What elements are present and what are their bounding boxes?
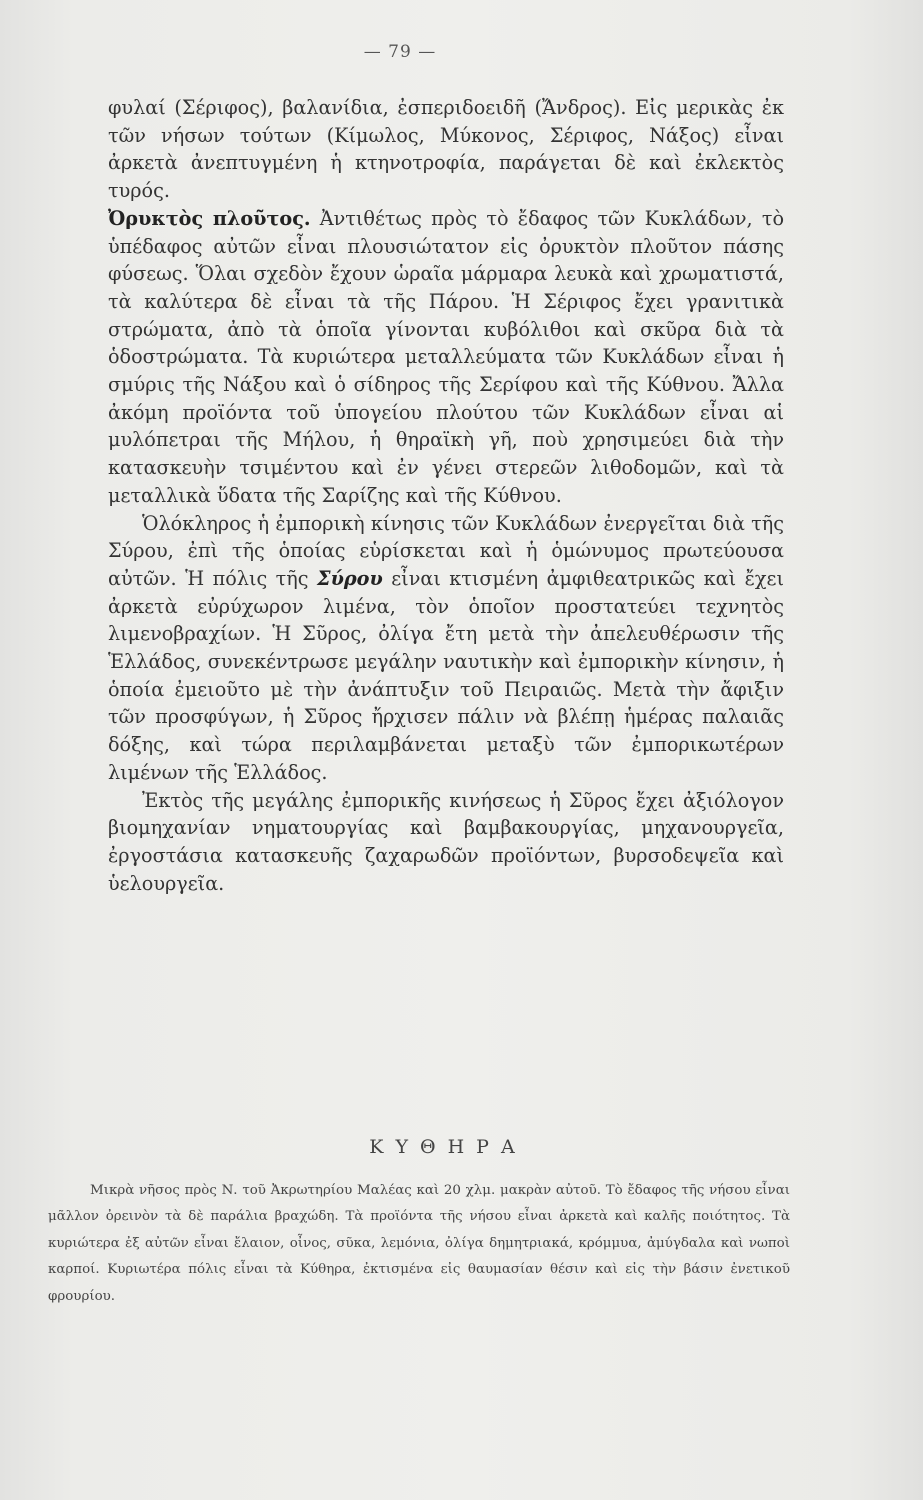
paragraph-agriculture: φυλαί (Σέριφος), βαλανίδια, ἐσπεριδοειδῆ (Ἄνδρος). Εἰς μερικὰς ἐκ τῶν νήσων τούτων (Κίμωλος, Μύκονος, Σέριφος, Νάξος) εἶναι ἀρκετὰ ἀνεπτυγμένη ἡ κτηνοτροφία, παράγεται δὲ καὶ ἐκλεκτὸς τυρός. bbox=[108, 96, 784, 203]
mineral-wealth-text: Ἀντιθέτως πρὸς τὸ ἔδαφος τῶν Κυκλάδων, τὸ ὑπέδαφος αὐτῶν εἶναι πλουσιώτατον εἰς ὀρυκτὸν πλοῦτον πάσης φύσεως. Ὅλαι σχεδὸν ἔχουν ὡραῖα μάρμαρα λευκὰ καὶ χρωματιστά, τὰ καλύτερα δὲ εἶναι τὰ τῆς Πάρου. Ἡ Σέριφος ἔχει γρανιτικὰ στρώματα, ἀπὸ τὰ ὁποῖα γίνονται κυβόλιθοι καὶ σκῦρα διὰ τὰ ὁδοστρώματα. Τὰ κυριώτερα μεταλλεύματα τῶν Κυκλάδων εἶναι ἡ σμύρις τῆς Νάξου καὶ ὁ σίδηρος τῆς Σερίφου καὶ τῆς Κύθνου. Ἄλλα ἀκόμη προϊόντα τοῦ ὑπογείου πλούτου τῶν Κυκλάδων εἶναι αἱ μυλόπετραι τῆς Μήλου, ἡ θηραϊκὴ γῆ, ποὺ χρησιμεύει διὰ τὴν κατασκευὴν τσιμέντου καὶ ἐν γένει στερεῶν λιθοδομῶν, καὶ τὰ μεταλλικὰ ὕδατα τῆς Σαρίζης καὶ τῆς Κύθνου. bbox=[108, 206, 784, 507]
main-text bbox=[108, 94, 784, 897]
paragraph-industry: Ἐκτὸς τῆς μεγάλης ἐμπορικῆς κινήσεως ἡ Σῦρος ἔχει ἀξιόλογον βιομηχανίαν νηματουργίας καὶ βαμβακουργίας, μηχανουργεῖα, ἐργοστάσια κατασκευῆς ζαχαρωδῶν προϊόντων, βυρσοδεψεῖα καὶ ὑελουργεῖα. bbox=[108, 788, 784, 895]
paragraph-commerce bbox=[108, 510, 784, 787]
mineral-wealth-heading: Ὀρυκτὸς πλοῦτος. bbox=[108, 206, 311, 230]
kythira-text bbox=[48, 1178, 790, 1310]
paragraph-mineral-wealth bbox=[108, 205, 784, 510]
syros-emphasis: Σύρου bbox=[317, 566, 383, 590]
section-title-kythira: ΚΥΘΗΡΑ bbox=[369, 1136, 527, 1158]
page-number: — 79 — bbox=[363, 42, 437, 62]
commerce-text-before: Ὁλόκληρος ἡ ἐμπορικὴ κίνησις τῶν Κυκλάδων ἐνεργεῖται διὰ τῆς Σύρου, ἐπὶ τῆς ὁποίας εὑρίσκεται καὶ ἡ ὁμώνυμος πρωτεύουσα αὐτῶν. Ἡ πόλις τῆς bbox=[108, 511, 784, 590]
commerce-text-after: εἶναι κτισμένη ἀμφιθεατρικῶς καὶ ἔχει ἀρκετὰ εὐρύχωρον λιμένα, τὸν ὁποῖον προστατεύει τεχνητὸς λιμενοβραχίων. Ἡ Σῦρος, ὀλίγα ἔτη μετὰ τὴν ἀπελευθέρωσιν τῆς Ἑλλάδος, συνεκέντρωσε μεγάλην ναυτικὴν καὶ ἐμπορικὴν κίνησιν, ἡ ὁποία ἐμειοῦτο μὲ τὴν ἀνάπτυξιν τοῦ Πειραιῶς. Μετὰ τὴν ἄφιξιν τῶν προσφύγων, ἡ Σῦρος ἤρχισεν πάλιν νὰ βλέπῃ ἡμέρας παλαιᾶς δόξης, καὶ τώρα περιλαμβάνεται μεταξὺ τῶν ἐμπορικωτέρων λιμένων τῆς Ἑλλάδος. bbox=[108, 566, 784, 784]
kythira-paragraph: Μικρὰ νῆσος πρὸς Ν. τοῦ Ἀκρωτηρίου Μαλέας καὶ 20 χλμ. μακρὰν αὐτοῦ. Τὸ ἔδαφος τῆς νήσου εἶναι μᾶλλον ὀρεινὸν τὰ δὲ παράλια βραχώδη. Τὰ προϊόντα τῆς νήσου εἶναι ἀρκετὰ καὶ καλῆς ποιότητος. Τὰ κυριώτερα ἐξ αὐτῶν εἶναι ἔλαιον, οἶνος, σῦκα, λεμόνια, ὀλίγα δημητριακά, κρόμμυα, ἀμύγδαλα καὶ νωποὶ καρποί. Κυριωτέρα πόλις εἶναι τὰ Κύθηρα, ἐκτισμένα εἰς θαυμασίαν θέσιν καὶ εἰς τὴν βάσιν ἐνετικοῦ φρουρίου. bbox=[48, 1183, 790, 1304]
